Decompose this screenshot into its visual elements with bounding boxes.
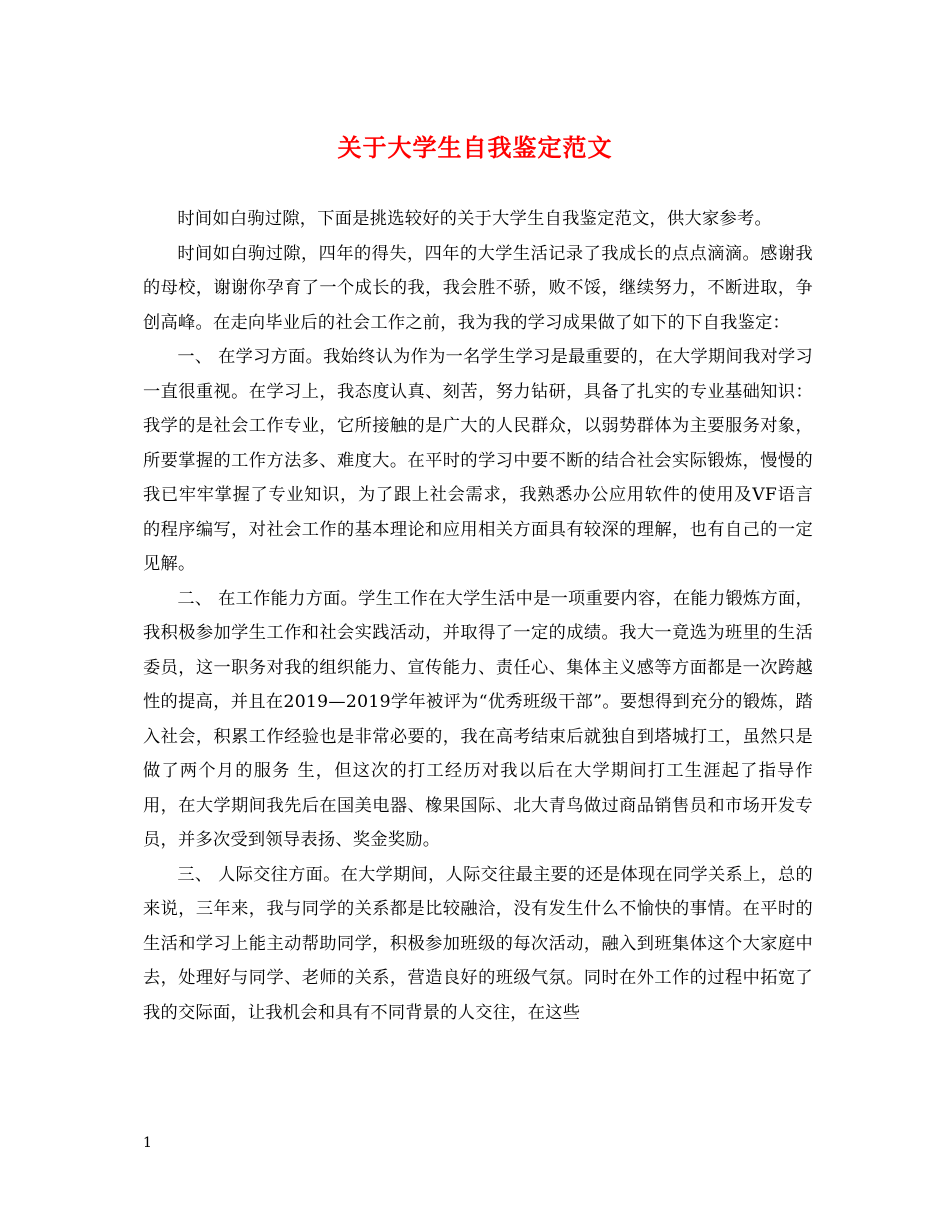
page-number: 1 (143, 1135, 152, 1151)
work-ability-section-paragraph: 二、 在工作能力方面。学生工作在大学生活中是一项重要内容，在能力锻炼方面，我积极参加学生工作和社会实践活动，并取得了一定的成绩。我大一竟选为班里的生活委员，这一职务对我的组织能力、宣传能力、责任心、集体主义感等方面都是一次跨越性的提高，并且在2019—2019学年被评为“优秀班级干部”。要想得到充分的锻炼，踏入社会，积累工作经验也是非常必要的，我在高考结束后就独自到塔城打工，虽然只是做了两个月的服务 生，但这次的打工经历对我以后在大学期间打工生涯起了指导作用，在大学期间我先后在国美电器、橡果国际、北大青鸟做过商品销售员和市场开发专员，并多次受到领导表扬、奖金奖励。 (143, 588, 813, 850)
document-title: 关于大学生自我鉴定范文 (337, 133, 613, 162)
document-body (143, 202, 813, 1030)
intro-paragraph: 时间如白驹过隙，下面是挑选较好的关于大学生自我鉴定范文，供大家参考。 (177, 209, 772, 229)
study-section-paragraph: 一、 在学习方面。我始终认为作为一名学生学习是最重要的，在大学期间我对学习一直很重视。在学习上，我态度认真、刻苦，努力钻研，具备了扎实的专业基础知识：我学的是社会工作专业，它所接触的是广大的人民群众，以弱势群体为主要服务对象，所要掌握的工作方法多、难度大。在平时的学习中要不断的结合社会实际锻炼，慢慢的我已牢牢掌握了专业知识，为了跟上社会需求，我熟悉办公应用软件的使用及VF语言的程序编写，对社会工作的基本理论和应用相关方面具有较深的理解，也有自己的一定见解。 (143, 347, 813, 574)
opening-paragraph: 时间如白驹过隙，四年的得失，四年的大学生活记录了我成长的点点滴滴。感谢我的母校，谢谢你孕育了一个成长的我，我会胜不骄，败不馁，继续努力，不断进取，争创高峰。在走向毕业后的社会工作之前，我为我的学习成果做了如下的下自我鉴定： (143, 243, 813, 333)
interpersonal-section-paragraph: 三、 人际交往方面。在大学期间，人际交往最主要的还是体现在同学关系上，总的来说，三年来，我与同学的关系都是比较融洽，没有发生什么不愉快的事情。在平时的生活和学习上能主动帮助同学，积极参加班级的每次活动，融入到班集体这个大家庭中去，处理好与同学、老师的关系，营造良好的班级气氛。同时在外工作的过程中拓宽了我的交际面，让我机会和具有不同背景的人交往，在这些 (143, 864, 813, 1023)
